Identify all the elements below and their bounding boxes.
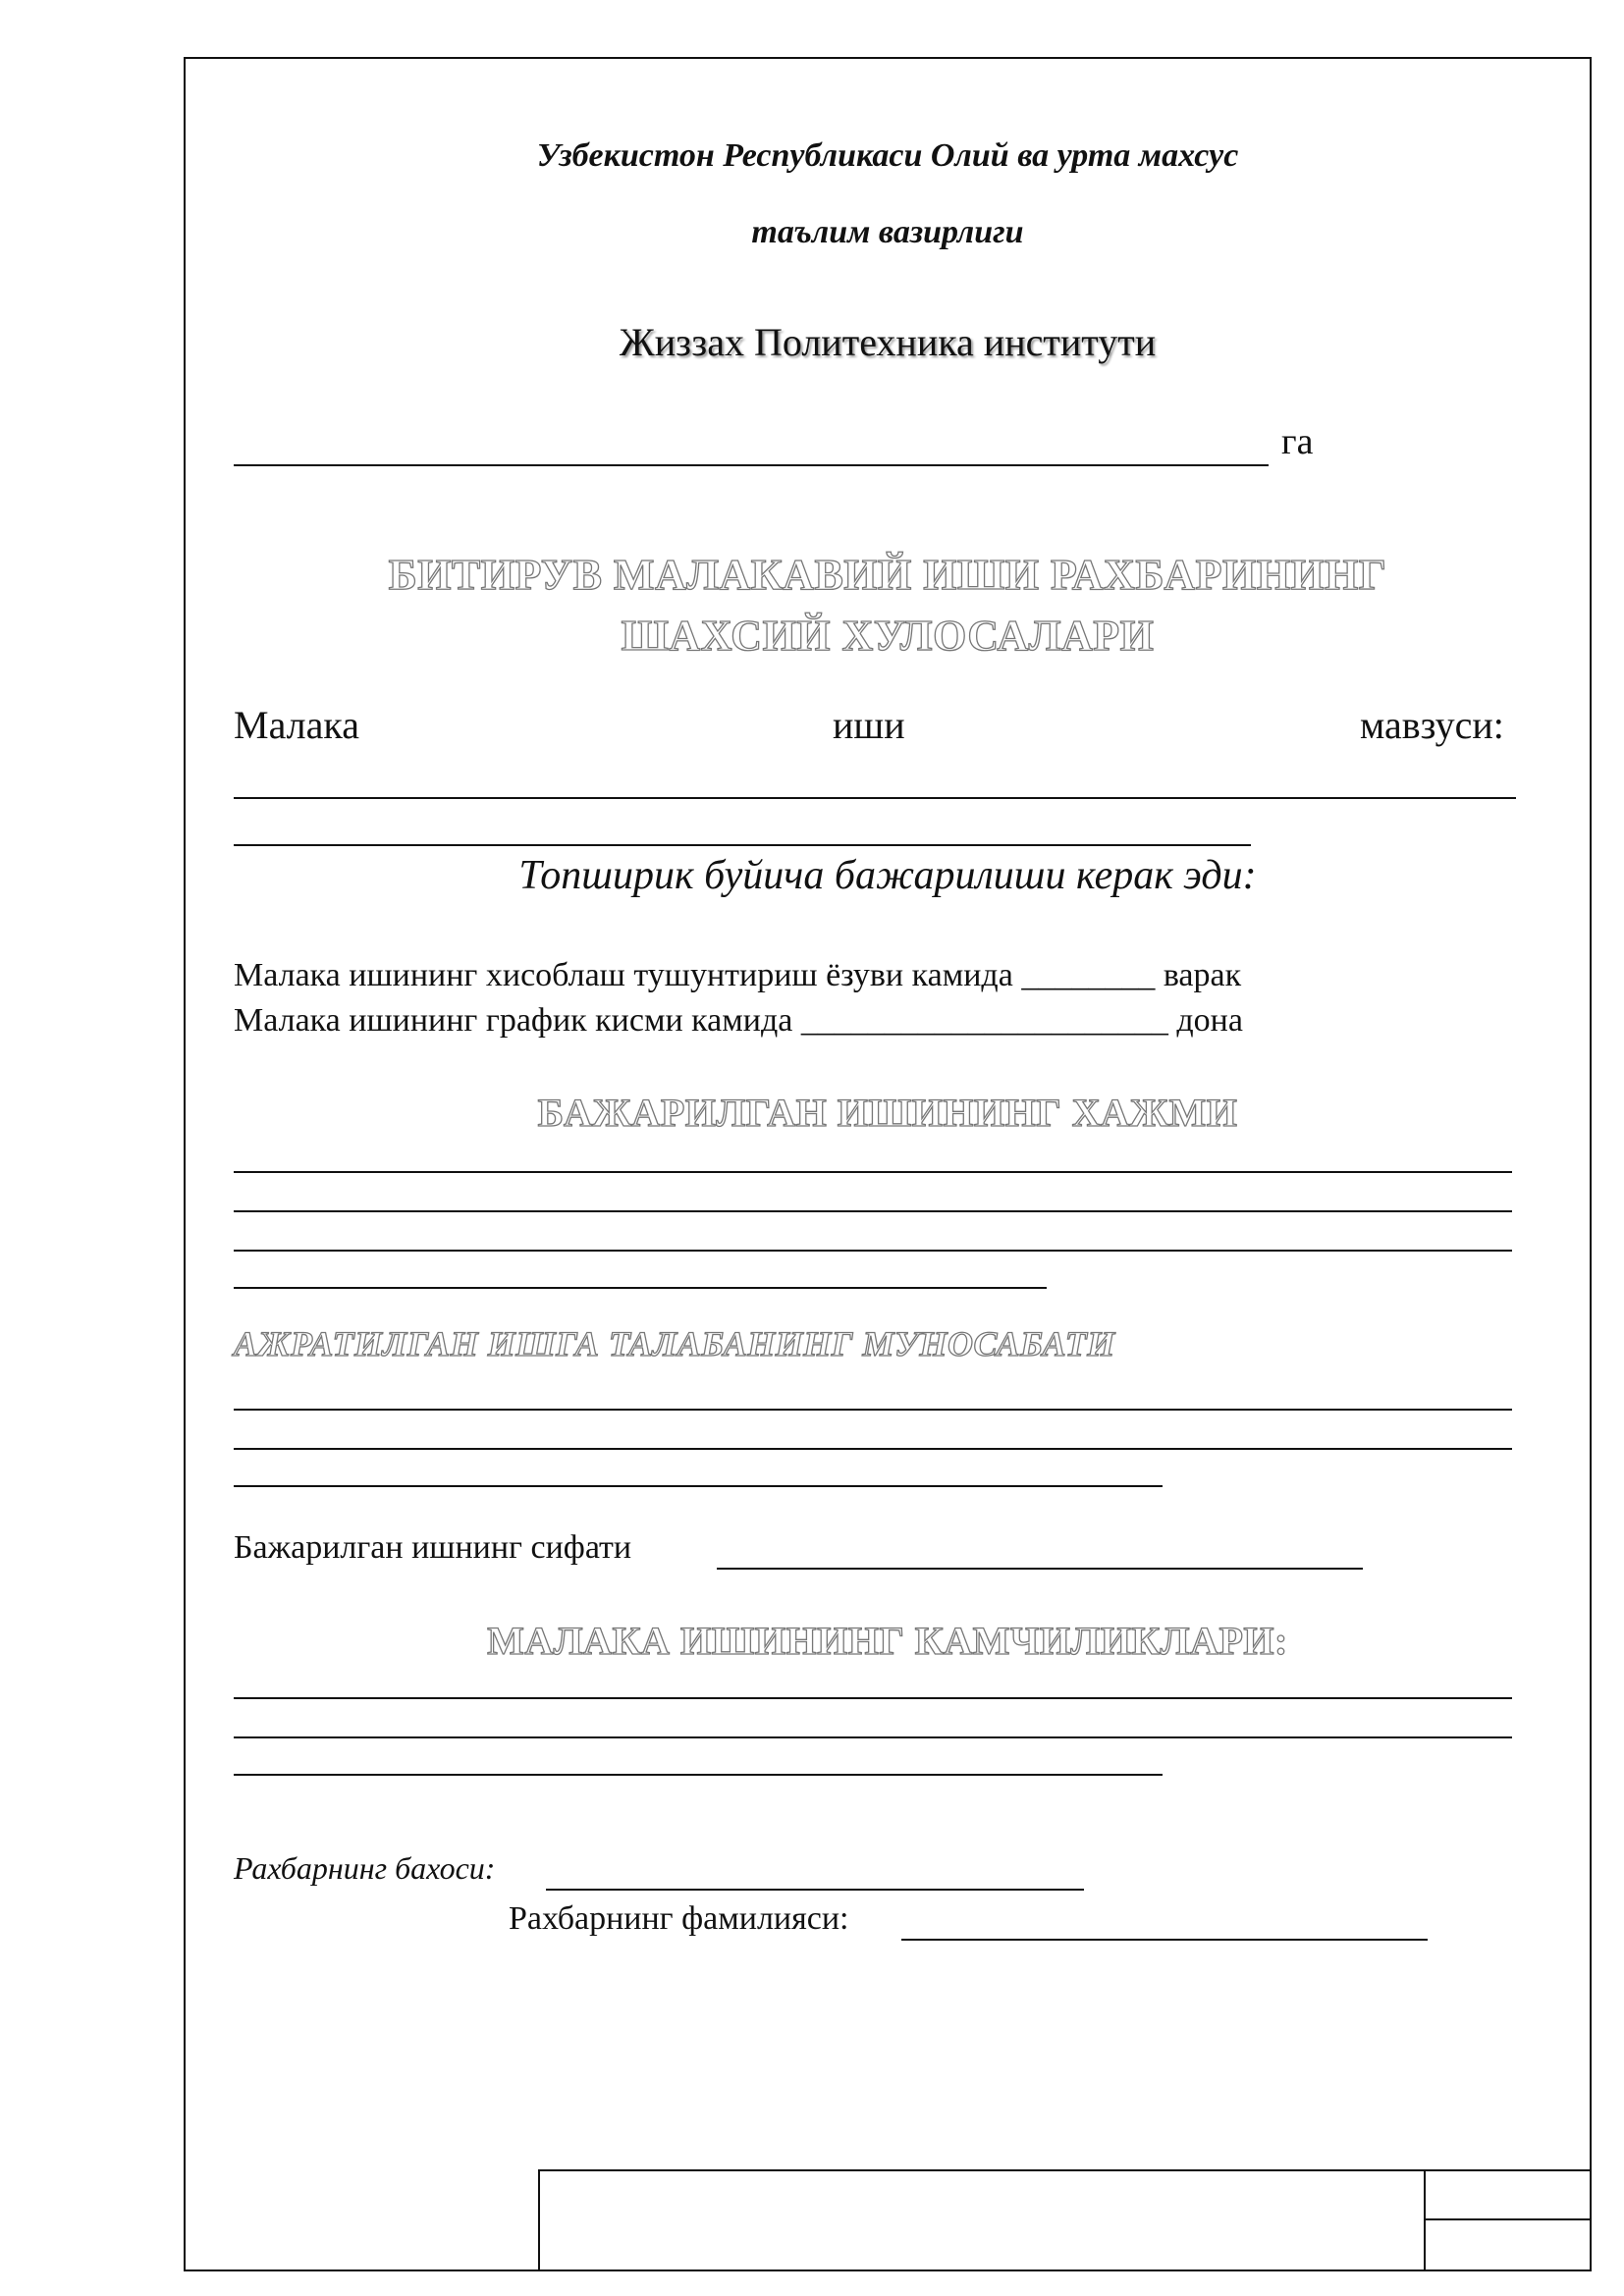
task-line-1-blank[interactable]: ________ [1021,957,1156,993]
task-line-2-unit: дона [1176,1002,1243,1039]
institute-name: Жиззах Политехника институти [619,320,1157,364]
stamp-top-border [538,2169,1592,2171]
department-blank-line[interactable] [234,464,1269,466]
stamp-inner-divider [1424,2169,1426,2271]
shortcomings-heading: МАЛАКА ИШИНИНГ КАМЧИЛИКЛАРИ: [487,1619,1288,1663]
volume-blank-line-2[interactable] [234,1210,1512,1212]
task-line-2-blank[interactable]: ______________________ [800,1002,1168,1039]
title-line-2: ШАХСИЙ ХУЛОСАЛАРИ [621,612,1155,660]
attitude-blank-line-3[interactable] [234,1485,1163,1487]
quality-label: Бажарилган ишнинг сифати [234,1529,632,1566]
volume-blank-line-1[interactable] [234,1171,1512,1173]
volume-blank-line-3[interactable] [234,1250,1512,1252]
title-line-1: БИТИРУВ МАЛАКАВИЙ ИШИ РАХБАРИНИНГ [388,551,1387,599]
ministry-line-1: Узбекистон Республикаси Олий ва урта махсус [536,137,1239,174]
volume-blank-line-4[interactable] [234,1287,1047,1289]
volume-heading: БАЖАРИЛГАН ИШИНИНГ ХАЖМИ [537,1091,1238,1135]
attitude-blank-line-1[interactable] [234,1409,1512,1411]
quality-blank-line[interactable] [717,1568,1363,1570]
ministry-line-2: таълим вазирлиги [751,214,1024,250]
grade-blank-line[interactable] [546,1889,1084,1891]
task-line-1-unit: варак [1163,957,1242,993]
task-line-1 [234,957,1241,994]
stamp-page-cell-divider [1424,2218,1592,2220]
shortcomings-blank-line-2[interactable] [234,1736,1512,1738]
shortcomings-blank-line-3[interactable] [234,1774,1163,1776]
surname-label: Рахбарнинг фамилияси: [509,1900,849,1937]
attitude-blank-line-2[interactable] [234,1448,1512,1450]
topic-word-mavzusi: мавзуси: [1360,703,1504,747]
surname-blank-line[interactable] [901,1939,1428,1941]
topic-blank-line-1[interactable] [234,797,1516,799]
topic-blank-line-2[interactable] [234,844,1251,846]
shortcomings-blank-line-1[interactable] [234,1697,1512,1699]
topic-word-malaka: Малака [234,703,359,747]
task-line-1-label: Малака ишининг хисоблаш тушунтириш ёзуви камида [234,957,1013,993]
grade-label: Рахбарнинг бахоси: [234,1850,496,1886]
task-line-2 [234,1002,1243,1040]
topic-word-ishi: иши [833,703,905,747]
task-heading: Топширик буйича бажарилиши керак эди: [518,853,1257,898]
stamp-left-border [538,2169,540,2271]
department-suffix: га [1281,421,1314,462]
attitude-heading: АЖРАТИЛГАН ИШГА ТАЛАБАНИНГ МУНОСАБАТИ [234,1324,1115,1363]
task-line-2-label: Малака ишининг график кисми камида [234,1002,793,1039]
